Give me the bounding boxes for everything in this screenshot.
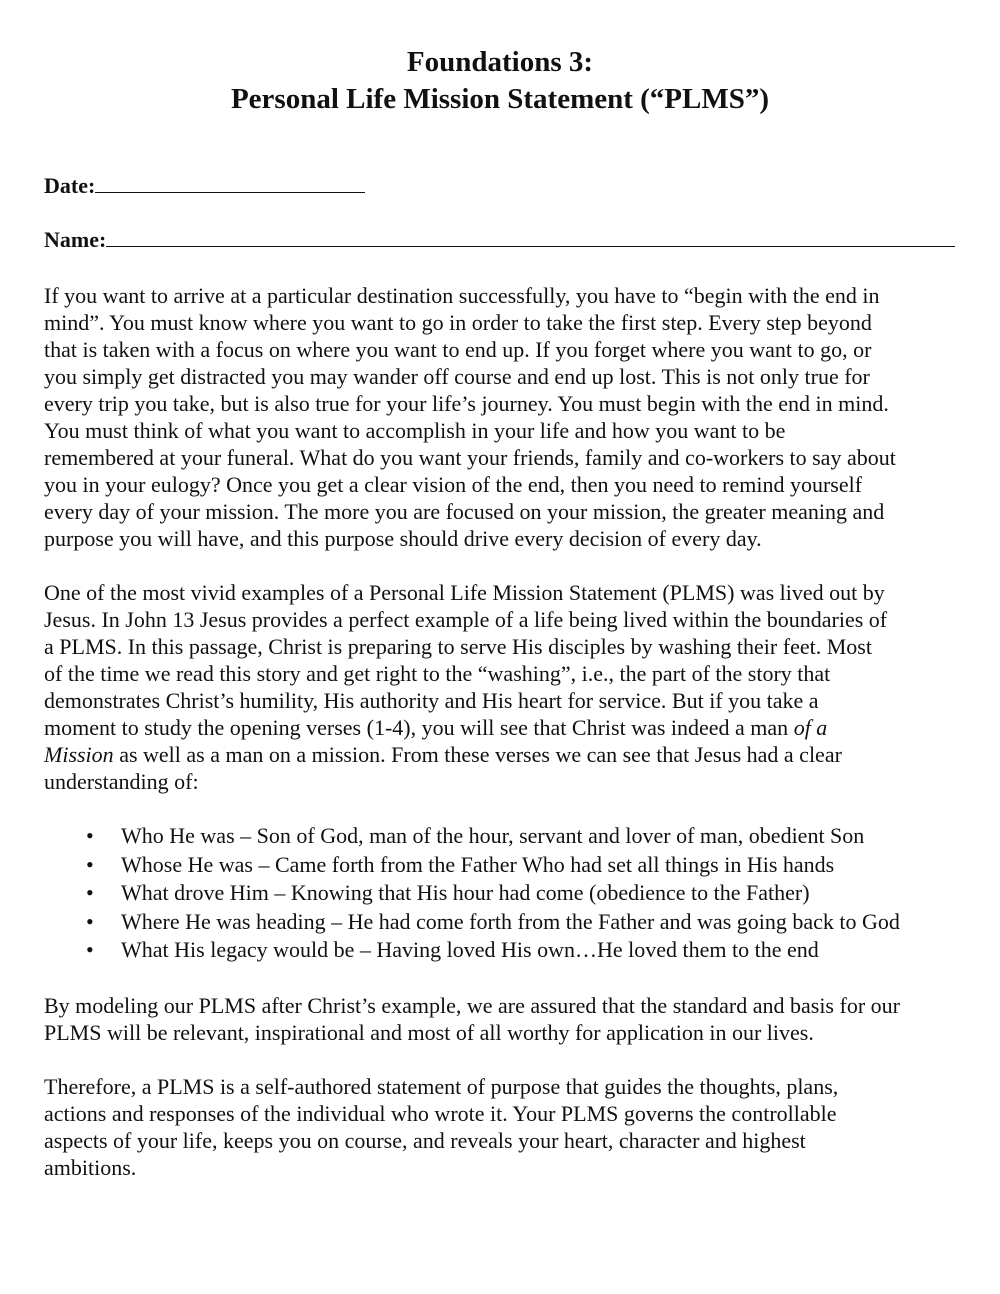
name-blank-line[interactable] bbox=[106, 228, 955, 247]
text-line: demonstrates Christ’s humility, His authority and His heart for service. But if you take a bbox=[44, 688, 819, 713]
paragraph-modeling bbox=[44, 992, 964, 1046]
text-line: that is taken with a focus on where you want to end up. If you forget where you want to go, or bbox=[44, 337, 872, 362]
list-item-text: What His legacy would be – Having loved His own…He loved them to the end bbox=[121, 937, 819, 963]
list-item-text: Where He was heading – He had come forth from the Father and was going back to God bbox=[121, 908, 900, 934]
paragraph-intro bbox=[44, 282, 964, 552]
paragraph-jesus-example bbox=[44, 579, 964, 795]
text-line: of the time we read this story and get right to the “washing”, i.e., the part of the story that bbox=[44, 661, 831, 686]
text-line bbox=[44, 714, 964, 741]
text-line: By modeling our PLMS after Christ’s example, we are assured that the standard and basis for our bbox=[44, 992, 900, 1018]
name-label: Name: bbox=[44, 227, 107, 252]
italic-text: of a bbox=[793, 715, 828, 740]
text-segment: moment to study the opening verses (1-4), you will see that Christ was indeed a man bbox=[44, 715, 794, 740]
list-item-text: Whose He was – Came forth from the Father Who had set all things in His hands bbox=[121, 851, 835, 877]
bullet-icon: • bbox=[86, 880, 94, 906]
text-line: actions and responses of the individual who wrote it. Your PLMS governs the controllable bbox=[44, 1100, 837, 1126]
italic-text: Mission bbox=[44, 742, 114, 767]
paragraph-definition bbox=[44, 1073, 964, 1181]
date-blank-line[interactable] bbox=[95, 174, 365, 193]
name-field bbox=[44, 226, 964, 254]
bullet-icon: • bbox=[86, 937, 94, 963]
text-line: purpose you will have, and this purpose should drive every decision of every day. bbox=[44, 526, 762, 551]
bullet-icon: • bbox=[86, 851, 94, 877]
text-line: Therefore, a PLMS is a self-authored statement of purpose that guides the thoughts, plans, bbox=[44, 1073, 839, 1099]
text-line: you in your eulogy? Once you get a clear vision of the end, then you need to remind yourself bbox=[44, 472, 863, 497]
list-item-text: Who He was – Son of God, man of the hour, servant and lover of man, obedient Son bbox=[121, 823, 865, 848]
bullet-icon: • bbox=[86, 823, 94, 848]
date-label: Date: bbox=[44, 173, 96, 198]
text-line: aspects of your life, keeps you on course, and reveals your heart, character and highest bbox=[44, 1127, 806, 1153]
list-item bbox=[44, 879, 964, 908]
text-line: PLMS will be relevant, inspirational and most of all worthy for application in our lives. bbox=[44, 1019, 814, 1045]
bullet-icon: • bbox=[86, 908, 94, 934]
list-item bbox=[44, 822, 964, 851]
text-line: One of the most vivid examples of a Personal Life Mission Statement (PLMS) was lived out by bbox=[44, 580, 885, 605]
list-item bbox=[44, 936, 964, 965]
text-line: If you want to arrive at a particular destination successfully, you have to “begin with the end in bbox=[44, 283, 880, 308]
bullet-list bbox=[44, 822, 964, 965]
text-segment: as well as a man on a mission. From these verses we can see that Jesus had a clear bbox=[113, 742, 842, 767]
text-line: understanding of: bbox=[44, 769, 199, 794]
date-field bbox=[44, 172, 964, 200]
list-item bbox=[44, 851, 964, 880]
text-line: you simply get distracted you may wander off course and end up lost. This is not only true for bbox=[44, 364, 870, 389]
text-line: every trip you take, but is also true for your life’s journey. You must begin with the end in mind. bbox=[44, 391, 889, 416]
text-line: You must think of what you want to accomplish in your life and how you want to be bbox=[44, 418, 786, 443]
list-item bbox=[44, 908, 964, 937]
text-line: Jesus. In John 13 Jesus provides a perfect example of a life being lived within the boundaries of bbox=[44, 607, 888, 632]
text-line: ambitions. bbox=[44, 1154, 137, 1180]
text-line bbox=[44, 741, 964, 768]
title-line-1: Foundations 3: bbox=[406, 46, 594, 78]
text-line: every day of your mission. The more you are focused on your mission, the greater meaning and bbox=[44, 499, 885, 524]
text-line: a PLMS. In this passage, Christ is preparing to serve His disciples by washing their feet. Most bbox=[44, 634, 872, 659]
text-line: mind”. You must know where you want to go in order to take the first step. Every step beyond bbox=[44, 310, 872, 335]
list-item-text: What drove Him – Knowing that His hour had come (obedience to the Father) bbox=[121, 880, 810, 906]
text-line: remembered at your funeral. What do you want your friends, family and co-workers to say about bbox=[44, 445, 896, 470]
title-line-2: Personal Life Mission Statement (“PLMS”) bbox=[230, 83, 770, 115]
